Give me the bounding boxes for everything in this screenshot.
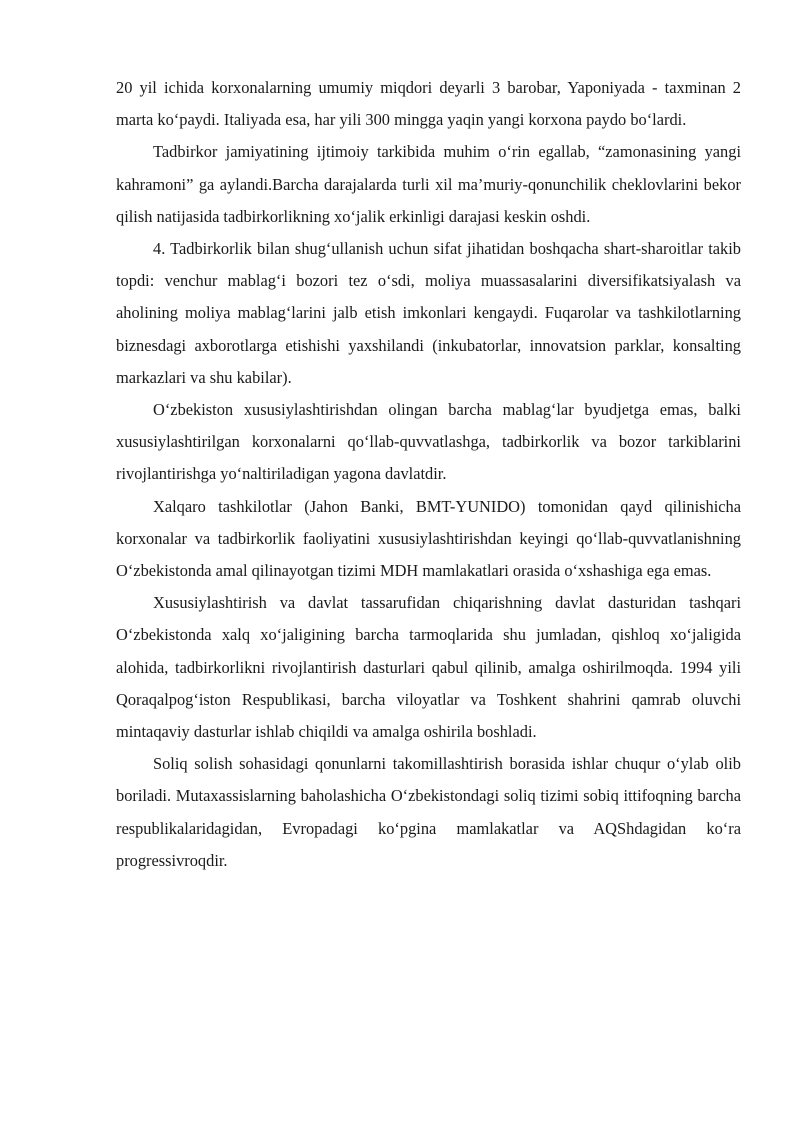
paragraph-programs: Xususiylashtirish va davlat tassarufidan chiqarishning davlat dasturidan tashqari O‘zbekistonda xalq xo‘jaligining barcha tarmoqlarida shu jumladan, qishloq xo‘jaligida alohida, tadbirkorlikni rivojlantirish dasturlari qabul qilinib, amalga oshirilmoqda. 1994 yili Qoraqalpog‘iston Respublikasi, barcha viloyatlar va Toshkent shahrini qamrab oluvchi mintaqaviy dasturlar ishlab chiqildi va amalga oshirila boshladi. bbox=[116, 593, 741, 742]
document-page bbox=[116, 72, 741, 877]
paragraph-entrepreneur-role: Tadbirkor jamiyatining ijtimoiy tarkibida muhim o‘rin egallab, “zamonasining yangi kahramoni” ga aylandi.Barcha darajalarda turli xil ma’muriy-qonunchilik cheklovlarini bekor qilish natijasida tadbirkorlikning xo‘jalik erkinligi darajasi keskin oshdi. bbox=[116, 142, 741, 226]
paragraph-conditions: 4. Tadbirkorlik bilan shug‘ullanish uchun sifat jihatidan boshqacha shart-sharoitlar takib topdi: venchur mablag‘i bozori tez o‘sdi, moliya muassasalarini diversifikatsiyalash va aholining moliya mablag‘larini jalb etish imkonlari kengaydi. Fuqarolar va tashkilotlarning biznesdagi axborotlarga etishishi yaxshilandi (inkubatorlar, innovatsion parklar, konsalting markazlari va shu kabilar). bbox=[116, 239, 741, 387]
paragraph-privatization-funds: O‘zbekiston xususiylashtirishdan olingan barcha mablag‘lar byudjetga emas, balki xususiylashtirilgan korxonalarni qo‘llab-quvvatlashga, tadbirkorlik va bozor tarkiblarini rivojlantirishga yo‘naltiriladigan yagona davlatdir. bbox=[116, 400, 741, 484]
paragraph-international-organizations: Xalqaro tashkilotlar (Jahon Banki, BMT-YUNIDO) tomonidan qayd qilinishicha korxonalar va tadbirkorlik faoliyatini xususiylashtirishdan keyingi qo‘llab-quvvatlanishning O‘zbekistonda amal qilinayotgan tizimi MDH mamlakatlari orasida o‘xshashiga ega emas. bbox=[116, 496, 741, 581]
paragraph-continuation: 20 yil ichida korxonalarning umumiy miqdori deyarli 3 barobar, Yaponiyada - taxminan 2 marta ko‘paydi. Italiyada esa, har yili 300 mingga yaqin yangi korxona paydo bo‘lardi. bbox=[116, 78, 741, 130]
paragraph-tax-system: Soliq solish sohasidagi qonunlarni takomillashtirish borasida ishlar chuqur o‘ylab olib boriladi. Mutaxassislarning baholashicha O‘zbekistondagi soliq tizimi sobiq ittifoqning barcha respublikalaridagidan, Evropadagi ko‘pgina mamlakatlar va AQShdagidan ko‘ra progressivroqdir. bbox=[116, 754, 741, 870]
